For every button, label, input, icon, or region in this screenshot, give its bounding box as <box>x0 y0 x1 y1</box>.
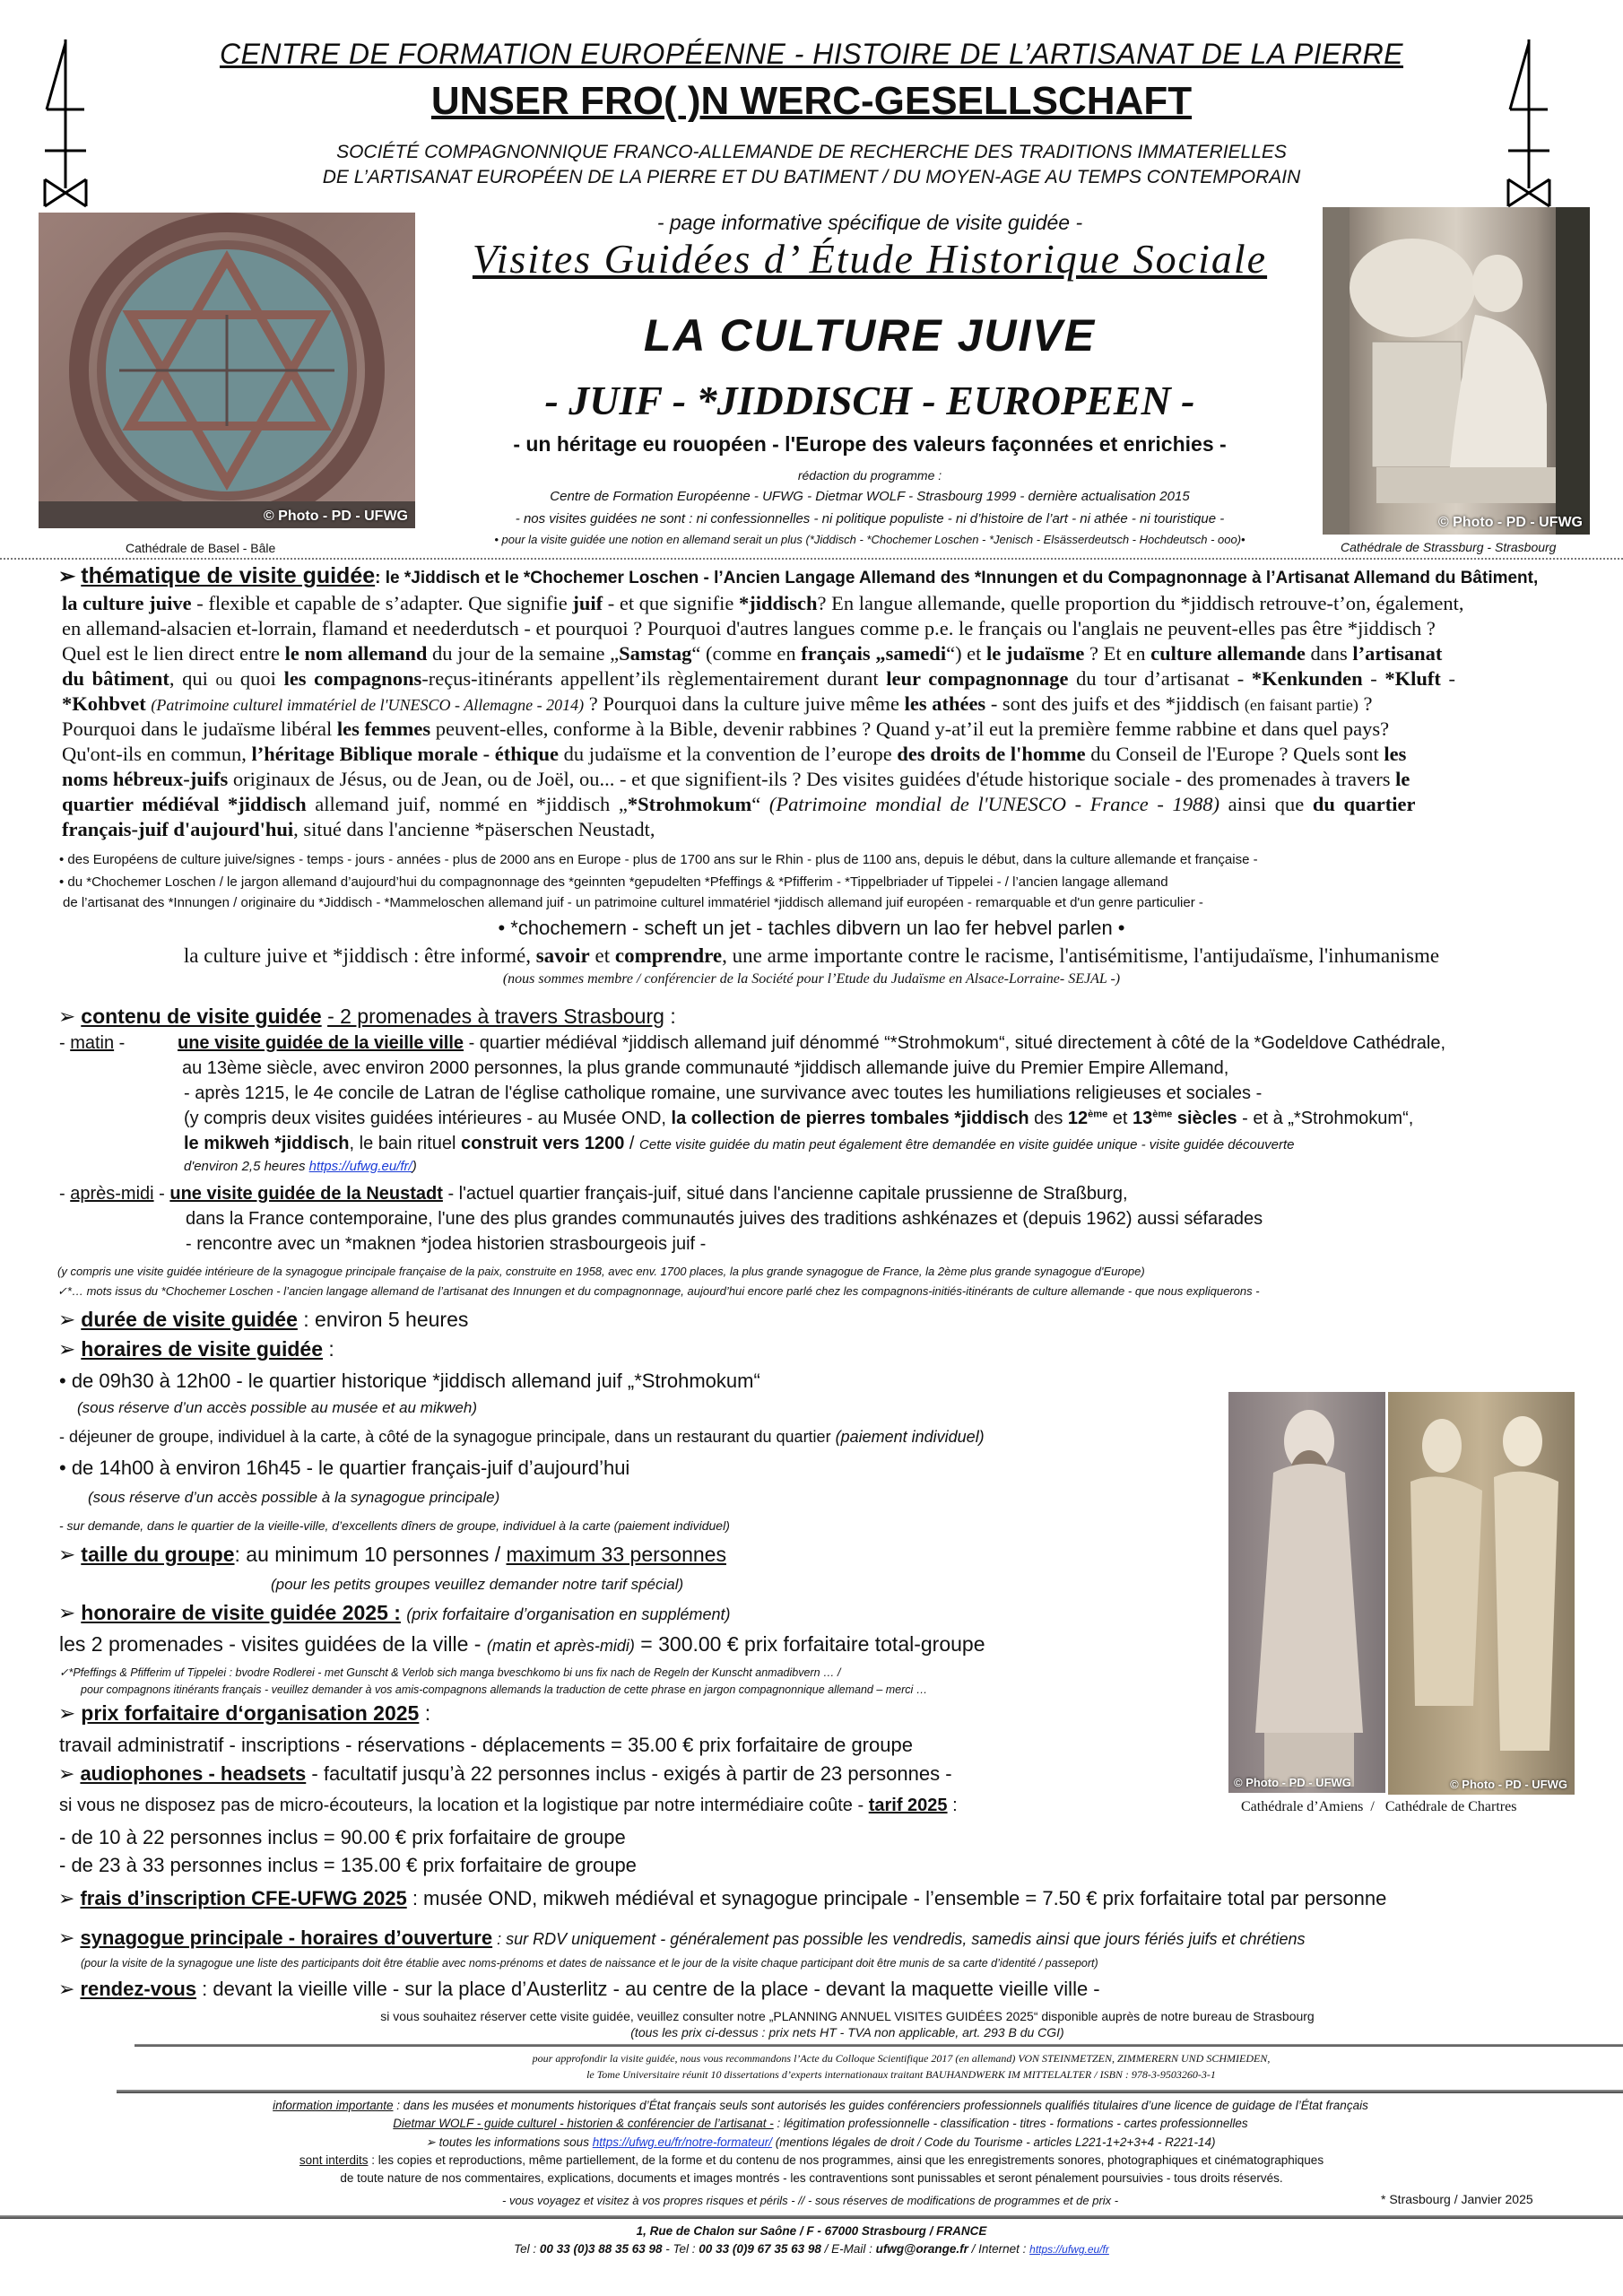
honoraire-price: les 2 promenades - visites guidées de la ville - (matin et après-midi) = 300.00 € prix forfaitaire total-groupe <box>59 1632 985 1656</box>
thematique-line: français-juif d'aujourd'hui, situé dans l'ancienne *päserschen Neustadt, <box>62 818 655 840</box>
thematique-line: Pourquoi dans le judaïsme libéral les femmes peuvent-elles, conforme à la Bible, devenir rabbines ? Quand y-at’il eut la première femme rabbine et dans quel pays? <box>62 718 1390 740</box>
arrow-bullet-icon: ➢ <box>58 1337 76 1361</box>
page-info-subtitle: - page informative spécifique de visite guidée - <box>656 211 1083 234</box>
synagogue-note: (pour la visite de la synagogue une liste des participants doit être établie avec noms-prénoms et dates de naissance et le jour de la visite chaque participant doit être munis de sa carte d’identité / passeport) <box>81 1957 1098 1970</box>
matin-line6: d'environ 2,5 heures https://ufwg.eu/fr/) <box>184 1159 417 1174</box>
motto-line: • *chochemern - scheft un jet - tachles dibvern un lao fer hebvel parlen • <box>498 917 1125 939</box>
divider <box>0 2215 1623 2219</box>
mots-note: ✓*… mots issus du *Chochemer Loschen - l’ancien langage allemand de l’artisanat des Innungen et du compagnonnage, aujourd’hui encore parlé chez les compagnons-initiés-itinérants de culture allemande - que nous expliquerons - <box>57 1284 1260 1298</box>
arrow-bullet-icon: ➢ <box>58 1543 76 1566</box>
apres-line3: - rencontre avec un *maknen *jodea historien strasbourgeois juif - <box>186 1234 707 1254</box>
culture-line: la culture juive et *jiddisch : être informé, savoir et comprendre, une arme importante contre le racisme, l'antisémitisme, l'antijudaïsme, l'inhumanisme <box>183 944 1440 967</box>
book-isbn: le Tome Universitaire réunit 10 dissertations d’experts internationaux traitant BAUHANDWERK IM MITTELALTER / ISBN : 978-3-9503260-3-1 <box>586 2068 1216 2081</box>
thematique-head: : le *Jiddisch et le *Chochemer Loschen - l’Ancien Langage Allemand des *Innungen et du Compagnonnage à l’Artisanat Allemand du Bâtiment, <box>375 569 1539 587</box>
photo-watermark: © Photo - PD - UFWG <box>1234 1776 1351 1789</box>
address-line: 1, Rue de Chalon sur Saône / F - 67000 Strasbourg / FRANCE <box>636 2224 987 2238</box>
header-main-title: UNSER FRO( )N WERC-GESELLSCHAFT <box>430 79 1193 123</box>
arrow-bullet-icon: ➢ <box>58 564 76 587</box>
audio-tier1: - de 10 à 22 personnes inclus = 90.00 € prix forfaitaire de groupe <box>59 1826 626 1848</box>
star-of-david-window-illustration <box>39 213 415 528</box>
wolf-credentials: Dietmar WOLF - guide culturel - historien & conférencier de l’artisanat - : légitimation professionnelle - classification - titres - formations - cartes professionnelles <box>393 2117 1248 2130</box>
photo-basel-rose-window <box>39 213 415 528</box>
divider <box>0 558 1623 560</box>
email-link[interactable]: ufwg@orange.fr <box>875 2242 968 2256</box>
arrow-bullet-icon: ➢ <box>58 1978 75 2000</box>
stonemason-mark-icon-right <box>1506 36 1551 208</box>
rendezvous-label: rendez-vous <box>80 1978 197 2000</box>
phone-1[interactable]: 00 33 (0)3 88 35 63 98 <box>539 2242 663 2256</box>
photo-amiens-statue <box>1228 1392 1385 1793</box>
photo-watermark: © Photo - PD - UFWG <box>1437 515 1583 530</box>
reserve-line: si vous souhaitez réserver cette visite guidée, veuillez consulter notre „PLANNING ANNUEL VISITES GUIDÉES 2025“ disponible auprès de notre bureau de Strasbourg <box>380 2009 1315 2023</box>
member-line: (nous sommes membre / conférencier de la Société pour l’Etude du Judaïsme en Alsace-Lorraine- SEJAL -) <box>502 971 1121 987</box>
apres-row: - après-midi - une visite guidée de la Neustadt - l'actuel quartier français-juif, situé dans l'ancienne capitale prussienne de Straßburg, <box>59 1184 1128 1204</box>
apres-title: une visite guidée de la Neustadt <box>169 1184 443 1204</box>
thematique-line: en allemand-alsacien et-lorrain, flamand et neederdutsch - et pourquoi ? Pourquoi d'autres langues comme p.e. le français ou l'anglais ne peuvent-elles pas être *jiddisch ? <box>62 617 1436 639</box>
matin-line5: le mikweh *jiddisch, le bain rituel construit vers 1200 / Cette visite guidée du matin peut également être demandée en visite guidée unique - visite guidée découverte <box>184 1134 1295 1153</box>
thematique-line: Qu'ont-ils en commun, l’héritage Biblique morale - éthique du judaïsme et la convention de l’europe des droits de l'homme du Conseil de l'Europe ? Quels sont les <box>62 743 1407 765</box>
contenu-label-rest: - 2 promenades à travers Strasbourg <box>327 1004 664 1028</box>
thematique-line: noms hébreux-juifs originaux de Jésus, ou de Jean, ou de Joël, ou... - et que signifient-ils ? Des visites guidées d'étude historique sociale - des promenades à travers le <box>62 768 1410 790</box>
duree-heading: ➢ durée de visite guidée : environ 5 heures <box>58 1308 469 1331</box>
audio-heading: ➢ audiophones - headsets - facultatif jusqu’à 22 personnes inclus - exigés à partir de 23 personnes - <box>58 1762 952 1785</box>
rendezvous-heading: ➢ rendez-vous : devant la vieille ville - sur la place d’Austerlitz - au centre de la place - devant la maquette vieille ville - <box>58 1978 1100 2000</box>
arrow-bullet-icon: ➢ <box>58 1926 75 1949</box>
thematique-line: la culture juive - flexible et capable de s’adapter. Que signifie juif - et que signifie *jiddisch? En langue allemande, quelle proportion du *jiddisch retrouve-t’on, également, <box>62 592 1464 614</box>
centre-credit: Centre de Formation Européenne - UFWG - Dietmar WOLF - Strasbourg 1999 - dernière actualisation 2015 <box>550 489 1190 504</box>
horaires-dinner: - sur demande, dans le quartier de la vieille-ville, d’excellents dîners de groupe, individuel à la carte (paiement individuel) <box>59 1518 730 1533</box>
matin-line1: une visite guidée de la vieille ville - quartier médiéval *jiddisch allemand juif dénommé “*Strohmokum“, situé directement à côté de la *Godeldove Cathédrale, <box>178 1033 1446 1053</box>
frais-heading: ➢ frais d’inscription CFE-UFWG 2025 : musée OND, mikweh médiéval et synagogue principale - l’ensemble = 7.50 € prix forfaitaire total par personne <box>58 1887 1387 1909</box>
book-recommendation: pour approfondir la visite guidée, nous vous recommandons l’Acte du Colloque Scientifique 2017 (en allemand) VON STEINMETZEN, ZIMMERERN UND SCHMIEDEN, <box>532 2052 1271 2065</box>
honoraire-heading: ➢ honoraire de visite guidée 2025 : (prix forfaitaire d’organisation en supplément) <box>58 1601 731 1624</box>
interdits-line2: de toute nature de nos commentaires, explications, documents et images montrés - les contraventions sont punissables et seront pénalement poursuivies - tous droits réservés. <box>340 2171 1283 2185</box>
juif-jiddisch-subtitle: - JUIF - *JIDDISCH - EUROPEEN - <box>544 378 1195 423</box>
horaires-slot2-note: (sous réserve d’un accès possible à la synagogue principale) <box>88 1489 500 1506</box>
header-society-line1: SOCIÉTÉ COMPAGNONNIQUE FRANCO-ALLEMANDE DE RECHERCHE DES TRADITIONS IMMATERIELLES <box>336 142 1287 162</box>
formateur-link[interactable]: https://ufwg.eu/fr/notre-formateur/ <box>592 2135 773 2149</box>
taille-note: (pour les petits groupes veuillez demander notre tarif spécial) <box>271 1576 684 1593</box>
toutes-info: ➢ toutes les informations sous https://ufwg.eu/fr/notre-formateur/ (mentions légales de droit / Code du Tourisme - articles L221-1+2+3+4 - R221-14) <box>425 2135 1216 2149</box>
duree-label: durée de visite guidée <box>81 1308 298 1331</box>
arrow-bullet-icon: ➢ <box>58 1887 75 1909</box>
ufwg-link[interactable]: https://ufwg.eu/fr/ <box>308 1159 412 1174</box>
photo-strasbourg-statue <box>1323 207 1590 535</box>
thematique-line: Quel est le lien direct entre le nom allemand du jour de la semaine „Samstag“ (comme en français „samedi“) et le judaïsme ? Et en culture allemande dans l’artisanat <box>62 642 1443 665</box>
thematique-line: du bâtiment, qui ou quoi les compagnons-reçus-itinérants appellent’ils règlementairement durant leur compagnonnage du tour d’artisanat - *Kenkunden - *Kluft - <box>62 667 1456 690</box>
apres-line2: dans la France contemporaine, l'une des plus grandes communautés juives des traditions ashkénazes et (depuis 1962) aussi séfarades <box>186 1209 1263 1229</box>
bearded-statue-illustration <box>1228 1392 1385 1793</box>
website-link[interactable]: https://ufwg.eu/fr <box>1029 2243 1109 2256</box>
arrow-bullet-icon: ➢ <box>58 1701 76 1725</box>
horaires-slot1: • de 09h30 à 12h00 - le quartier historique *jiddisch allemand juif „*Strohmokum“ <box>59 1370 760 1392</box>
bullet-europeens: • des Européens de culture juive/signes - temps - jours - années - plus de 2000 ans en Europe - plus de 1700 ans sur le Rhin - plus de 1100 ans, depuis le début, dans la culture allemande et française - <box>59 852 1258 867</box>
arrow-bullet-icon: ➢ <box>58 1601 76 1624</box>
redaction-label: rédaction du programme : <box>797 468 942 483</box>
frais-label: frais d’inscription CFE-UFWG 2025 <box>80 1887 407 1909</box>
horaires-lunch: - déjeuner de groupe, individuel à la carte, à côté de la synagogue principale, dans un restaurant du quartier (paiement individuel) <box>59 1428 985 1446</box>
thematique-label: thématique de visite guidée <box>81 563 376 588</box>
honoraire-jargon2: pour compagnons itinérants français - veuillez demander à vos amis-compagnons allemands la traduction de cette phrase en jargon compagnonnique allemand – merci … <box>81 1683 928 1696</box>
photo-chartres-statues <box>1388 1392 1575 1795</box>
heritage-line: - un héritage eu rouopéen - l'Europe des valeurs façonnées et enrichies - <box>513 432 1227 456</box>
synagogue-heading: ➢ synagogue principale - horaires d’ouverture : sur RDV uniquement - généralement pas possible les vendredis, samedis ainsi que jours fériés juifs et chrétiens <box>58 1926 1306 1949</box>
arrow-bullet-icon: ➢ <box>58 1308 76 1331</box>
contenu-label: contenu de visite guidée <box>81 1004 322 1028</box>
bullet-chochemer: • du *Chochemer Loschen / le jargon allemand d’aujourd’hui du compagnonnage des *geinnten *gepudelten *Pfeffings & *Pfifferim - *Tippelbriader uf Tippelei - / l’ancien langage allemand <box>59 874 1168 890</box>
bottom-photo-caption: Cathédrale d’Amiens / Cathédrale de Chartres <box>1241 1799 1517 1814</box>
audio-label: audiophones - headsets <box>80 1762 307 1785</box>
taille-max: maximum 33 personnes <box>506 1543 726 1566</box>
organisation-heading: ➢ prix forfaitaire d‘organisation 2025 : <box>58 1701 431 1725</box>
honoraire-jargon1: ✓*Pfeffings & Pfifferim uf Tippelei : bvodre Rodlerei - met Gunscht & Verlob sich manga bveschkomo bi uns fix nach de Regeln der Kunscht anmadibvern … / <box>59 1666 841 1679</box>
stonemason-mark-icon-left <box>43 36 88 208</box>
organisation-label: prix forfaitaire d‘organisation 2025 <box>81 1701 420 1725</box>
risques-line: - vous voyagez et visitez à vos propres risques et périls - // - sous réserves de modifications de programmes et de prix - <box>502 2194 1119 2207</box>
arrow-bullet-icon: ➢ <box>58 1762 75 1785</box>
taille-label: taille du groupe <box>81 1543 235 1566</box>
visites-title: Visites Guidées d’ Étude Historique Sociale <box>472 236 1268 282</box>
prices-note: (tous les prix ci-dessus : prix nets HT - TVA non applicable, art. 293 B du CGI) <box>630 2025 1064 2039</box>
kneeling-figure-menorah-illustration <box>1323 207 1590 535</box>
matin-line3: - après 1215, le 4e concile de Latran de l'église catholique romaine, une survivance avec toutes les humiliations religieuses et sociales - <box>184 1083 1263 1103</box>
two-statues-illustration <box>1388 1392 1575 1795</box>
horaires-label: horaires de visite guidée <box>81 1337 323 1361</box>
thematique-line: quartier médiéval *jiddisch allemand juif, nommé en *jiddisch „*Strohmokum“ (Patrimoine mondial de l'UNESCO - France - 1988) ainsi que du quartier <box>62 793 1416 815</box>
honoraire-label: honoraire de visite guidée 2025 : <box>81 1601 401 1624</box>
info-importante: information importante : dans les musées et monuments historiques d’État français seuls sont autorisés les guides conférenciers professionnels qualifiés titulaires d’une licence de guidage de l’État français <box>273 2099 1368 2112</box>
matin-label: matin <box>70 1033 115 1053</box>
header-centre-title: CENTRE DE FORMATION EUROPÉENNE - HISTOIRE DE L’ARTISANAT DE LA PIERRE <box>219 38 1404 70</box>
date-line: * Strasbourg / Janvier 2025 <box>1381 2192 1533 2206</box>
language-note: • pour la visite guidée une notion en allemand serait un plus (*Jiddisch - *Chochemer Loschen - *Jenisch - Elsässerdeutsch - Hochdeutsch - ooo)• <box>494 533 1245 546</box>
horaires-heading: ➢ horaires de visite guidée : <box>58 1337 334 1361</box>
header-society-line2: DE L’ARTISANAT EUROPÉEN DE LA PIERRE ET DU BATIMENT / DU MOYEN-AGE AU TEMPS CONTEMPORAIN <box>322 167 1301 187</box>
apres-label: après-midi <box>70 1184 154 1204</box>
divider <box>135 2044 1623 2047</box>
thematique-line: *Kohbvet (Patrimoine culturel immatériel de l'UNESCO - Allemagne - 2014) ? Pourquoi dans la culture juive même les athées - sont des juifs et des *jiddisch (en faisant partie) ? <box>62 692 1373 715</box>
contact-line: Tel : 00 33 (0)3 88 35 63 98 - Tel : 00 33 (0)9 67 35 63 98 / E-Mail : ufwg@orange.fr / Internet : https://ufwg.eu/fr <box>514 2242 1109 2256</box>
photo-watermark: © Photo - PD - UFWG <box>1450 1778 1567 1791</box>
caption-strasbourg: Cathédrale de Strassburg - Strasbourg <box>1341 540 1557 554</box>
interdits-line: sont interdits : les copies et reproductions, même partiellement, de la forme et du contenu de nos programmes, ainsi que les enregistrements sonores, photographiques et cinématographiques <box>299 2153 1324 2167</box>
horaires-slot2: • de 14h00 à environ 16h45 - le quartier français-juif d’aujourd’hui <box>59 1457 630 1479</box>
caption-basel: Cathédrale de Basel - Bâle <box>126 541 276 555</box>
divider <box>117 2090 1623 2093</box>
audio-tier2: - de 23 à 33 personnes inclus = 135.00 € prix forfaitaire de groupe <box>59 1854 637 1876</box>
horaires-slot1-note: (sous réserve d’un accès possible au musée et au mikweh) <box>77 1399 477 1416</box>
thematique-heading <box>58 563 1538 589</box>
bullet-chochemer-cont: de l’artisanat des *Innungen / originaire du *Jiddisch - *Mammeloschen allemand juif - un patrimoine culturel immatériel *jiddisch allemand juif européen - remarquable et d'un genre particulier - <box>63 895 1203 910</box>
taille-heading: ➢ taille du groupe: au minimum 10 personnes / maximum 33 personnes <box>58 1543 726 1566</box>
matin-row: - matin - <box>59 1033 126 1053</box>
organisation-line: travail administratif - inscriptions - réservations - déplacements = 35.00 € prix forfaitaire de groupe <box>59 1734 913 1756</box>
phone-2[interactable]: 00 33 (0)9 67 35 63 98 <box>699 2242 821 2256</box>
synagogue-visit-note: (y compris une visite guidée intérieure de la synagogue principale française de la paix, construite en 1958, avec env. 1700 places, la plus grande synagogue de France, la 2ème plus grande synagogue d'Europe) <box>57 1265 1145 1278</box>
arrow-bullet-icon: ➢ <box>58 1004 76 1028</box>
matin-line2: au 13ème siècle, avec environ 2000 personnes, la plus grande communauté *jiddisch allemande juive du Premier Empire Allemand, <box>182 1058 1229 1078</box>
matin-title: une visite guidée de la vieille ville <box>178 1033 464 1053</box>
culture-juive-title: LA CULTURE JUIVE <box>643 310 1097 361</box>
photo-watermark: © Photo - PD - UFWG <box>263 509 408 524</box>
contenu-heading: ➢ contenu de visite guidée - 2 promenades à travers Strasbourg : <box>58 1004 676 1028</box>
audio-line1: si vous ne disposez pas de micro-écouteurs, la location et la logistique par notre intermédiaire coûte - tarif 2025 : <box>59 1796 958 1815</box>
matin-line4: (y compris deux visites guidées intérieures - au Musée OND, la collection de pierres tombales *jiddisch des 12ème et 13ème siècles - et à „*Strohmokum“, <box>184 1109 1414 1128</box>
synagogue-label: synagogue principale - horaires d’ouverture <box>80 1926 493 1949</box>
disclaimer-line: - nos visites guidées ne sont : ni confessionnelles - ni politique populiste - ni d’histoire de l’art - ni athée - ni touristique - <box>515 511 1225 526</box>
